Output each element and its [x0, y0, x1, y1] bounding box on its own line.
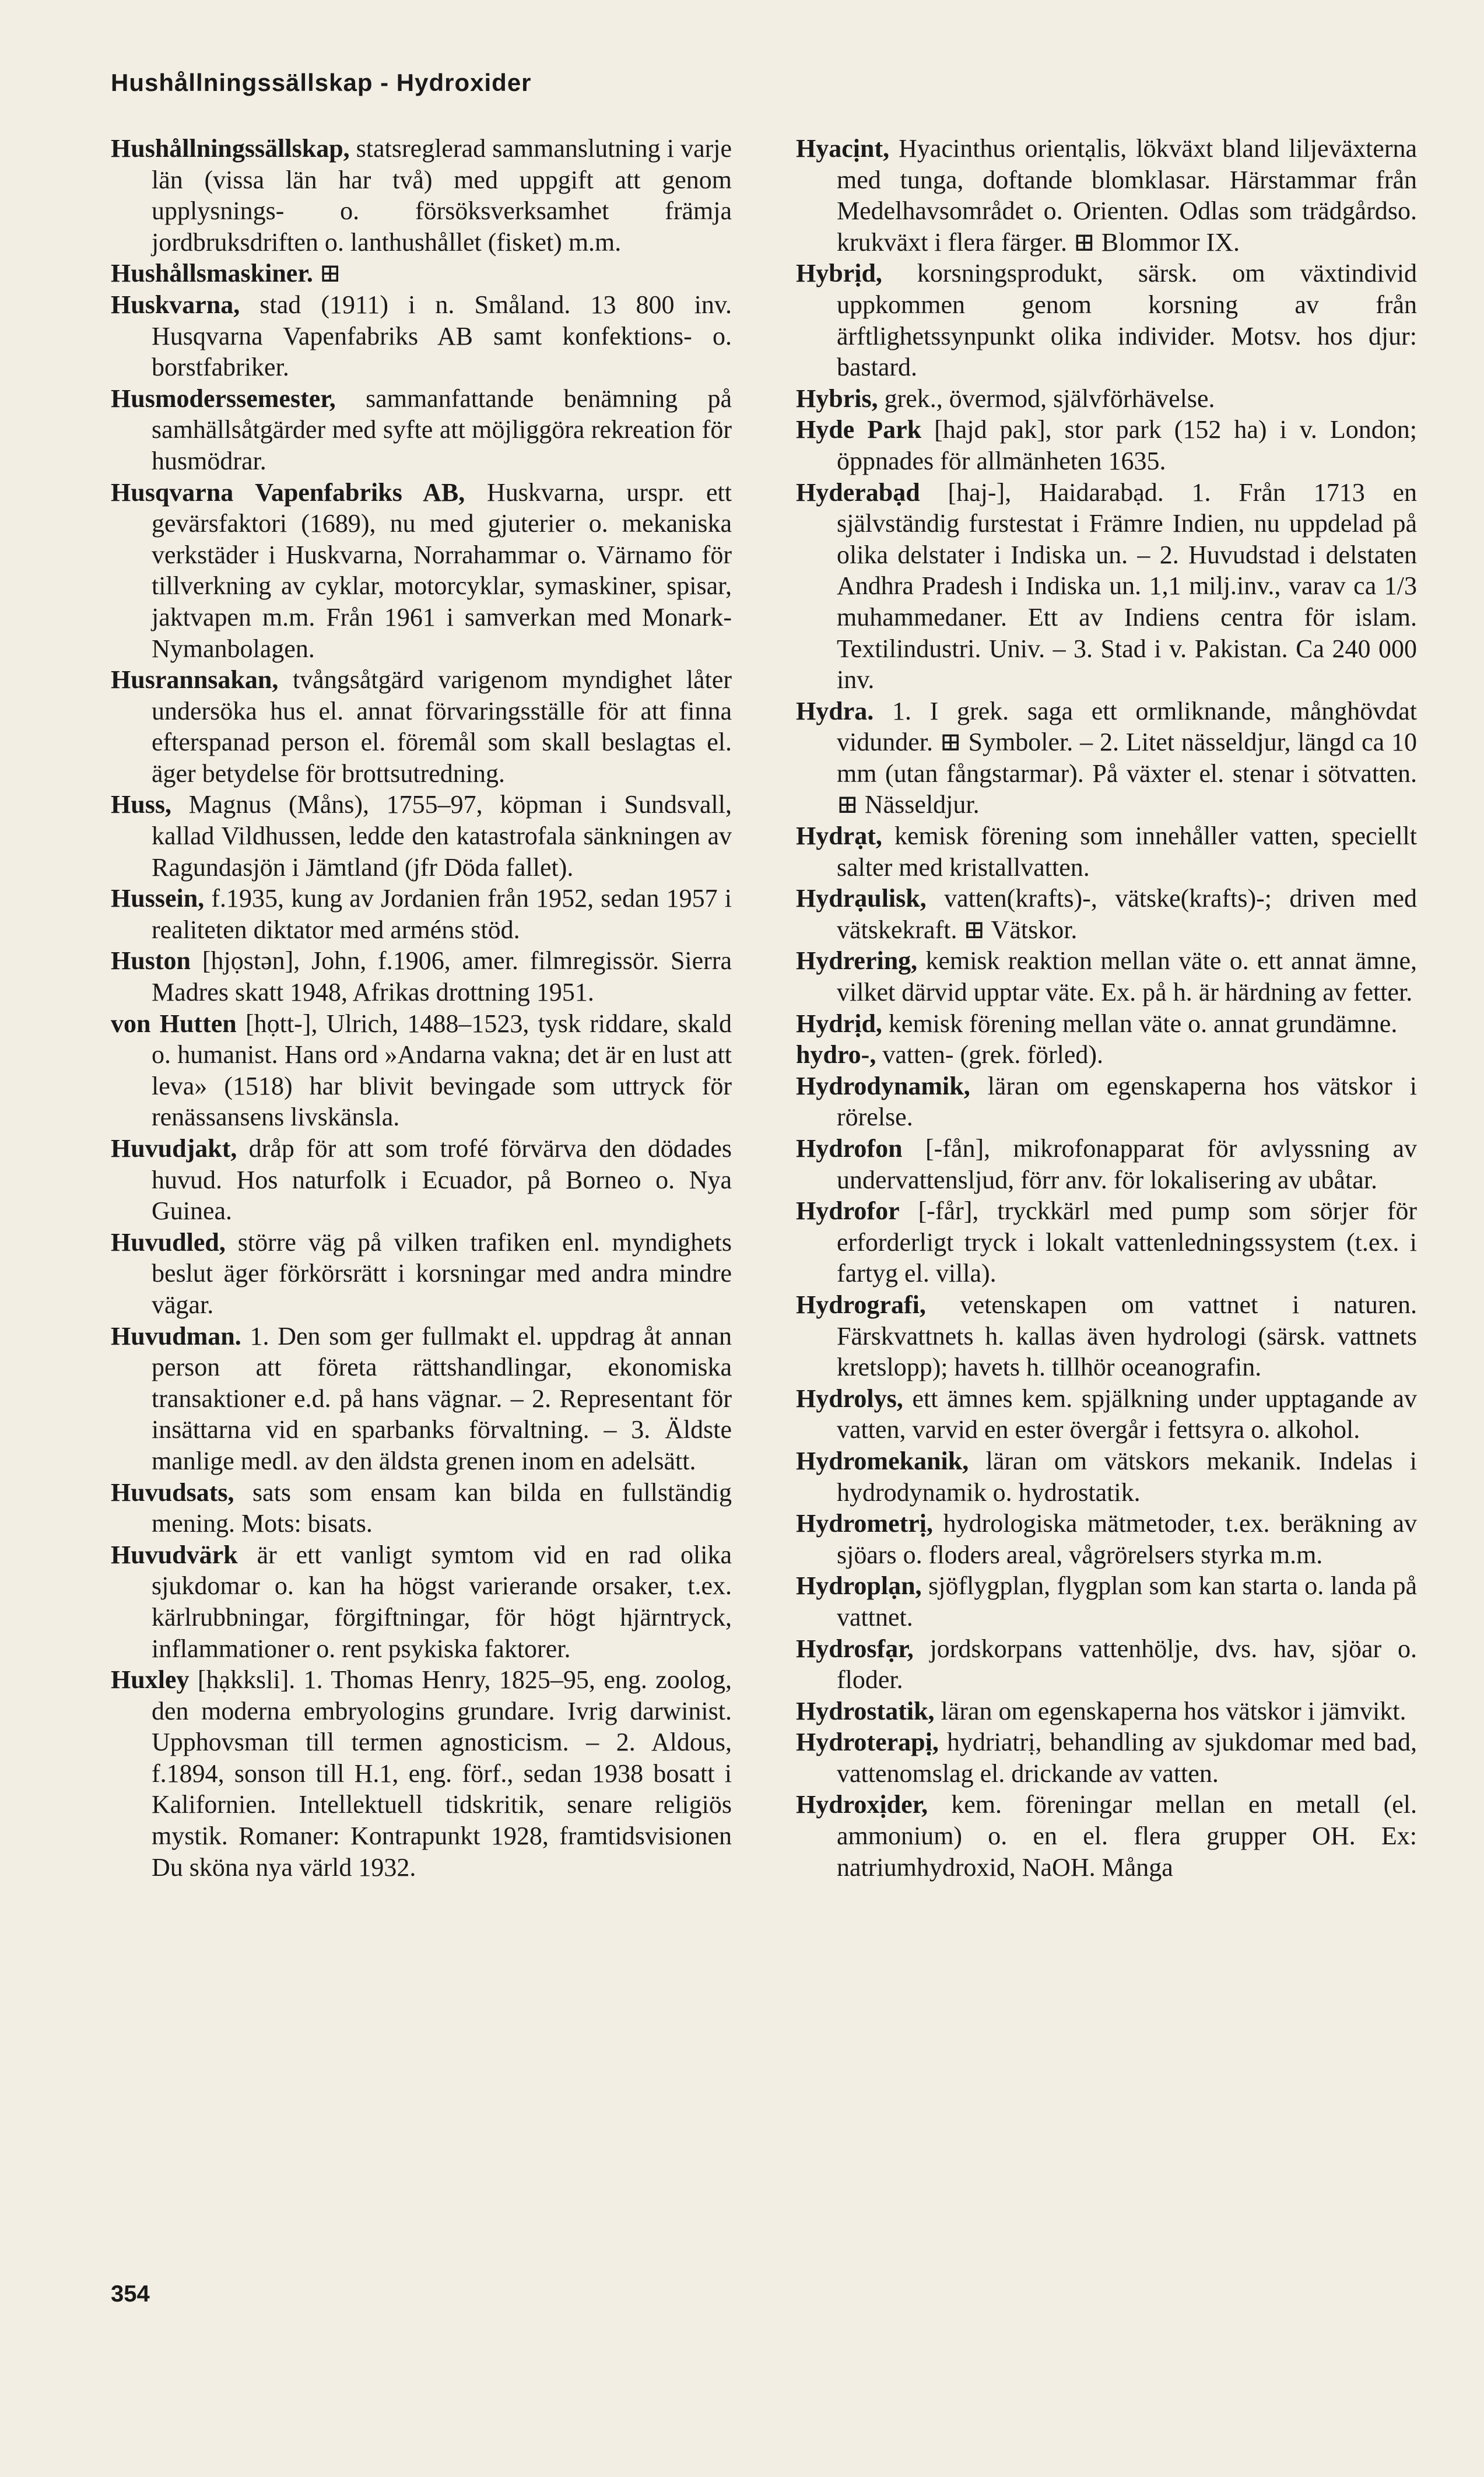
entry-headword: Huskvarna,	[111, 290, 240, 319]
entry-definition: sammanfattande benämning på samhällsåtgärder med syfte att möjliggöra rekreation för husmödrar.	[152, 384, 732, 475]
entry-headword: Hybrịd,	[796, 259, 882, 288]
entry-headword: Hydrering,	[796, 946, 918, 976]
running-header: Hushållningssällskap - Hydroxider	[111, 69, 532, 96]
entry-definition: större väg på vilken trafiken enl. myndighets beslut äger förkörsrätt i korsningar med andra mindre vägar.	[152, 1227, 732, 1319]
dictionary-entry	[796, 1570, 1417, 1633]
entry-definition: 1. I grek. saga ett ormliknande, månghövdat vidunder. ⊞ Symboler. – 2. Litet nässeldjur, längd ca 10 mm (utan fångstarmar). På växter el. stenar i sötvatten. ⊞ Nässeldjur.	[837, 696, 1418, 819]
dictionary-entry	[796, 1727, 1417, 1789]
entry-definition: vatten(krafts)-, vätske(krafts)-; driven med vätskekraft. ⊞ Vätskor.	[837, 884, 1418, 944]
entry-definition: hydrologiska mätmetoder, t.ex. beräkning av sjöars o. floders areal, vågrörelsers styrka m.m.	[837, 1509, 1417, 1569]
entry-headword: Hydrometrị,	[796, 1509, 934, 1538]
entry-definition: jordskorpans vattenhölje, dvs. hav, sjöar o. floder.	[837, 1634, 1418, 1694]
entry-definition: 1. Den som ger fullmakt el. uppdrag åt annan person att företa rättshandlingar, ekonomiska transaktioner e.d. på hans vägnar. – 2. Representant för insättarna vid en sparbanks förvaltning. – 3. Äldste manlige medl. av den äldsta grenen inom en adelsätt.	[152, 1321, 732, 1475]
right-column	[796, 133, 1417, 1883]
dictionary-entry	[796, 883, 1417, 945]
dictionary-entry	[111, 789, 732, 883]
entry-headword: Hydrofor	[796, 1197, 900, 1226]
entry-headword: Hydrografi,	[796, 1290, 926, 1319]
entry-definition: [hjọstən], John, f.1906, amer. filmregissör. Sierra Madres skatt 1948, Afrikas drottning 1951.	[152, 946, 732, 1007]
entry-definition: vetenskapen om vattnet i naturen. Färskvattnets h. kallas även hydrologi (särsk. vattnets kretslopp); havets h. tillhör oceanografin.	[837, 1290, 1417, 1382]
entry-definition: f.1935, kung av Jordanien från 1952, sedan 1957 i realiteten diktator med arméns stöd.	[152, 884, 732, 944]
entry-definition: [-fån], mikrofonapparat för avlyssning av undervattensljud, förr anv. för lokalisering av ubåtar.	[837, 1134, 1417, 1194]
dictionary-entry	[111, 133, 732, 258]
dictionary-entry	[796, 1633, 1417, 1696]
dictionary-entry	[111, 289, 732, 383]
entry-definition: [haj-], Haidarabạd. 1. Från 1713 en självständig furstestat i Främre Indien, nu uppdelad på olika delstater i Indiska un. – 2. Huvudstad i delstaten Andhra Pradesh i Indiska un. 1,1 milj.inv., varav ca 1/3 muhammedaner. Ett av Indiens centra för islam. Textilindustri. Univ. – 3. Stad i v. Pakistan. Ca 240 000 inv.	[837, 478, 1418, 694]
entry-headword: Huvudvärk	[111, 1540, 238, 1569]
entry-headword: Husqvarna Vapenfabriks AB,	[111, 478, 465, 507]
dictionary-entry	[111, 883, 732, 945]
dictionary-entry	[796, 696, 1417, 820]
entry-headword: Hydrạt,	[796, 822, 882, 851]
entry-definition: är ett vanligt symtom vid en rad olika sjukdomar o. kan ha högst varierande orsaker, t.ex. kärlrubbningar, förgiftningar, för högt hjärntryck, inflammationer o. rent psykiska faktorer.	[152, 1540, 732, 1663]
entry-definition: kemisk förening mellan väte o. annat grundämne.	[888, 1009, 1398, 1038]
entry-headword: Hydromekanik,	[796, 1446, 969, 1475]
dictionary-entry	[796, 1008, 1417, 1040]
entry-definition: tvångsåtgärd varigenom myndighet låter undersöka hus el. annat förvaringsställe för att finna efterspanad person el. föremål som skall beslagtas el. äger betydelse för brottsutredning.	[152, 665, 732, 788]
entry-definition: hydriatrị, behandling av sjukdomar med bad, vattenomslag el. drickande av vatten.	[837, 1728, 1417, 1788]
entry-definition: [-får], tryckkärl med pump som sörjer för erforderligt tryck i lokalt vattenledningssystem (t.ex. i fartyg el. villa).	[837, 1197, 1418, 1288]
dictionary-entry	[796, 1133, 1417, 1195]
entry-headword: Hydrolys,	[796, 1384, 903, 1413]
entry-definition: sats som ensam kan bilda en fullständig mening. Mots: bisats.	[152, 1478, 732, 1538]
entry-headword: Hydra.	[796, 696, 874, 725]
entry-headword: Hussein,	[111, 884, 205, 913]
dictionary-entry	[796, 1195, 1417, 1289]
entry-definition: vatten- (grek. förled).	[882, 1040, 1104, 1069]
entry-definition: grek., övermod, självförhävelse.	[884, 384, 1215, 413]
entry-headword: Hydroplạn,	[796, 1571, 922, 1601]
entry-headword: Hydrosfạr,	[796, 1634, 914, 1663]
dictionary-entry	[796, 477, 1417, 696]
entry-headword: Husmoderssemester,	[111, 384, 336, 413]
entry-definition: läran om vätskors mekanik. Indelas i hydrodynamik o. hydrostatik.	[837, 1446, 1417, 1507]
page-number: 354	[111, 2281, 150, 2307]
entry-headword: Huxley	[111, 1665, 190, 1694]
dictionary-entry	[111, 1477, 732, 1539]
dictionary-entry	[111, 1227, 732, 1321]
entry-headword: Hydrofon	[796, 1134, 903, 1163]
dictionary-entry	[796, 1071, 1417, 1133]
dictionary-entry	[796, 258, 1417, 383]
entry-headword: Hydrịd,	[796, 1009, 882, 1038]
entry-definition: sjöflygplan, flygplan som kan starta o. landa på vattnet.	[837, 1571, 1417, 1632]
entry-definition: [họtt-], Ulrich, 1488–1523, tysk riddare, skald o. humanist. Hans ord »Andarna vakna; det är en lust att leva» (1518) har blivit bevingade som uttryck för renässansens livskänsla.	[152, 1009, 732, 1132]
entry-headword: Huvudman.	[111, 1321, 241, 1350]
dictionary-entry	[796, 1289, 1417, 1383]
entry-headword: hydro-,	[796, 1040, 876, 1069]
entry-definition: ett ämnes kem. spjälkning under upptagande av vatten, varvid en ester övergår i fettsyra o. alkohol.	[837, 1384, 1417, 1444]
entry-definition: Hyacinthus orientạlis, lökväxt bland liljeväxterna med tunga, doftande blomklasar. Härstammar från Medelhavsområdet o. Orienten. Odlas som trädgårdso. krukväxt i flera färger. ⊞ Blommor IX.	[837, 134, 1418, 257]
entry-headword: Hydrostatik,	[796, 1696, 935, 1725]
entry-definition: ⊞	[319, 259, 341, 288]
dictionary-entry	[111, 258, 732, 289]
entry-definition: [hạkksli]. 1. Thomas Henry, 1825–95, eng. zoolog, den moderna embryologins grundare. Ivrig darwinist. Upphovsman till termen agnosticism. – 2. Aldous, f.1894, sonson till H.1, eng. förf., sedan 1938 bosatt i Kalifornien. Intellektuell tidskritik, senare religiös mystik. Romaner: Kontrapunkt 1928, framtidsvisionen Du sköna nya värld 1932.	[152, 1665, 732, 1882]
entry-definition: Huskvarna, urspr. ett gevärsfaktori (1689), nu med gjuterier o. mekaniska verkstäder i Huskvarna, Norrahammar o. Värnamo för tillverkning av cyklar, motorcyklar, symaskiner, spisar, jaktvapen m.m. Från 1961 i samverkan med Monark-Nymanbolagen.	[152, 478, 732, 663]
entry-definition: kem. föreningar mellan en metall (el. ammonium) o. en el. flera grupper OH. Ex: natriumhydroxid, NaOH. Många	[837, 1790, 1418, 1882]
entry-definition: [hajd pak], stor park (152 ha) i v. London; öppnades för allmänheten 1635.	[837, 415, 1418, 475]
entry-headword: Huvudjakt,	[111, 1134, 237, 1163]
dictionary-entry	[796, 133, 1417, 258]
dictionary-entry	[796, 1383, 1417, 1445]
entry-definition: statsreglerad sammanslutning i varje län (vissa län har två) med uppgift att genom upplysnings- o. försöksverksamhet främja jordbruksdriften o. lanthushållet (fisket) m.m.	[152, 134, 732, 257]
dictionary-entry	[111, 1664, 732, 1883]
dictionary-entry	[796, 1789, 1417, 1883]
entry-headword: Hyderabạd	[796, 478, 920, 507]
entry-definition: läran om egenskaperna hos vätskor i rörelse.	[837, 1071, 1417, 1132]
entry-definition: stad (1911) i n. Småland. 13 800 inv. Husqvarna Vapenfabriks AB samt konfektions- o. borstfabriker.	[152, 290, 732, 382]
entry-headword: Hydrodynamik,	[796, 1071, 970, 1100]
entry-headword: Hyacịnt,	[796, 134, 890, 163]
entry-headword: Huvudsats,	[111, 1478, 234, 1507]
entry-definition: kemisk förening som innehåller vatten, speciellt salter med kristallvatten.	[837, 822, 1417, 882]
dictionary-entry	[796, 383, 1417, 415]
dictionary-entry	[796, 1445, 1417, 1508]
dictionary-entry	[111, 1133, 732, 1227]
dictionary-entry	[796, 945, 1417, 1008]
entry-headword: Huvudled,	[111, 1227, 226, 1257]
dictionary-entry	[796, 1696, 1417, 1727]
dictionary-entry	[111, 1008, 732, 1133]
entry-headword: Hydroterapị,	[796, 1728, 939, 1757]
entry-headword: Hyde Park	[796, 415, 922, 444]
dictionary-entry	[111, 945, 732, 1008]
entry-headword: Hydrạulisk,	[796, 884, 927, 913]
dictionary-entry	[796, 1508, 1417, 1570]
dictionary-entry	[796, 414, 1417, 476]
entry-definition: läran om egenskaperna hos vätskor i jämvikt.	[941, 1696, 1406, 1725]
entry-headword: Hybris,	[796, 384, 878, 413]
entry-definition: dråp för att som trofé förvärva den dödades huvud. Hos naturfolk i Ecuador, på Borneo o. Nya Guinea.	[152, 1134, 732, 1226]
dictionary-entry	[111, 477, 732, 665]
entry-headword: von Hutten	[111, 1009, 237, 1038]
dictionary-entry	[111, 664, 732, 789]
entry-headword: Hushållsmaskiner.	[111, 259, 313, 288]
dictionary-entry	[111, 383, 732, 477]
entry-headword: Husrannsakan,	[111, 665, 279, 694]
dictionary-entry	[796, 820, 1417, 883]
dictionary-entry	[796, 1039, 1417, 1071]
left-column	[111, 133, 732, 1883]
entry-headword: Hushållningssällskap,	[111, 134, 350, 163]
dictionary-entry	[111, 1321, 732, 1477]
entry-definition: kemisk reaktion mellan väte o. ett annat ämne, vilket därvid upptar väte. Ex. på h. är härdning av fetter.	[837, 946, 1417, 1007]
entry-definition: Magnus (Måns), 1755–97, köpman i Sundsvall, kallad Vildhussen, ledde den katastrofala sänkningen av Ragundasjön i Jämtland (jfr Döda fallet).	[152, 790, 732, 882]
entry-headword: Hydroxịder,	[796, 1790, 928, 1819]
entry-headword: Huston	[111, 946, 191, 976]
entry-headword: Huss,	[111, 790, 171, 819]
entry-definition: korsningsprodukt, särsk. om växtindivid uppkommen genom korsning av från ärftlighetssynpunkt olika individer. Motsv. hos djur: bastard.	[837, 259, 1417, 382]
dictionary-entry	[111, 1539, 732, 1664]
